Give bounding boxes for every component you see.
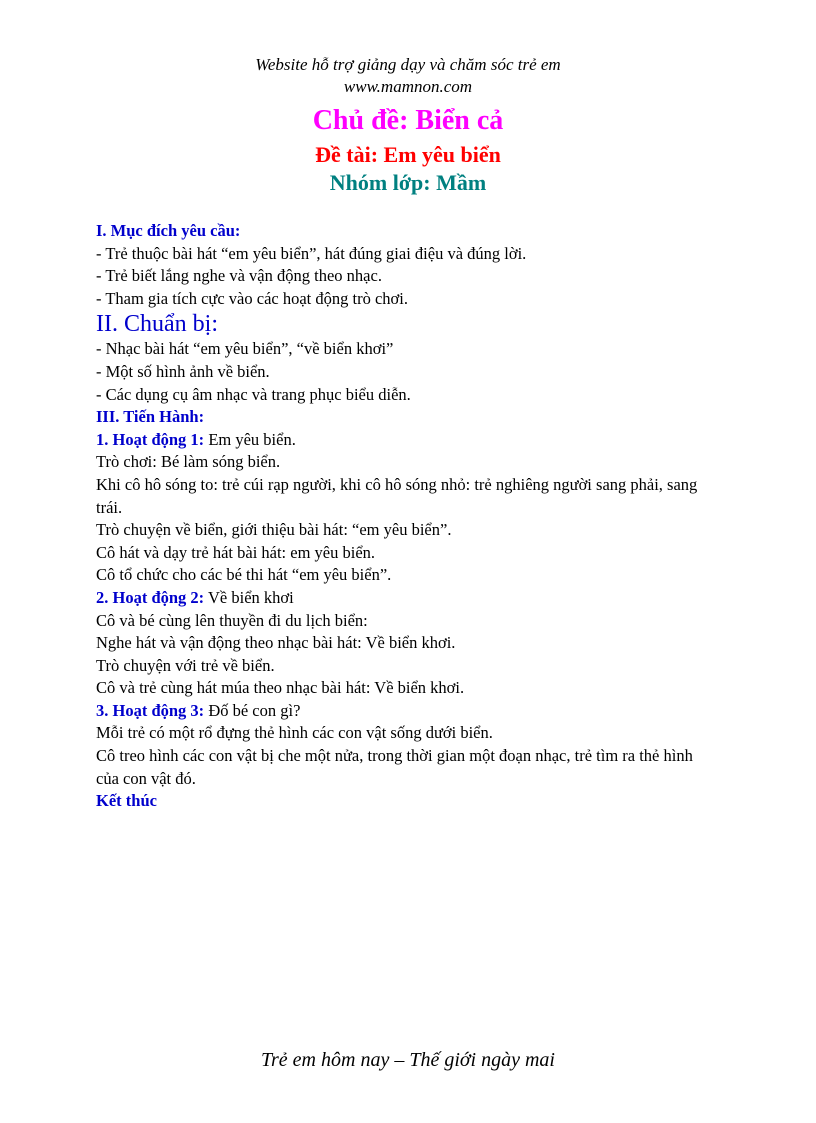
section1-heading: I. Mục đích yêu cầu:: [96, 221, 241, 240]
activity2-label: 2. Hoạt động 2:: [96, 587, 205, 607]
section2-item: - Các dụng cụ âm nhạc và trang phục biểu diễn.: [96, 384, 411, 404]
activity2-line: Trò chuyện với trẻ về biển.: [96, 655, 275, 675]
section1-item: - Tham gia tích cực vào các hoạt động trò chơi.: [96, 288, 408, 308]
topic-title: Đề tài: Em yêu biển: [315, 142, 501, 167]
document-body: [96, 220, 716, 813]
activity2-title: [96, 587, 716, 610]
activity2-name: Về biển khơi: [204, 587, 294, 607]
activity1-line: Cô tổ chức cho các bé thi hát “em yêu biển”.: [96, 565, 392, 585]
activity3-title: [96, 700, 716, 723]
activity1-line: Trò chơi: Bé làm sóng biển.: [96, 452, 281, 472]
section1-item: - Trẻ biết lắng nghe và vận động theo nhạc.: [96, 266, 382, 286]
section2-heading: II. Chuẩn bị:: [96, 311, 218, 338]
activity2-line: Cô và trẻ cùng hát múa theo nhạc bài hát: Về biển khơi.: [96, 678, 465, 698]
header-url-line: www.mamnon.com: [343, 77, 473, 96]
activity3-name: Đố bé con gì?: [204, 700, 301, 720]
ending-heading: Kết thúc: [96, 791, 157, 811]
header-website-line: Website hỗ trợ giảng dạy và chăm sóc trẻ em: [255, 55, 561, 74]
activity3-line: Cô treo hình các con vật bị che một nửa, trong thời gian một đoạn nhạc, trẻ tìm ra thẻ hình của con vật đó.: [96, 746, 693, 788]
page-footer: Trẻ em hôm nay – Thế giới ngày mai: [261, 1049, 555, 1071]
activity1-line: Khi cô hô sóng to: trẻ cúi rạp người, khi cô hô sóng nhỏ: trẻ nghiêng người sang phải, sang trái.: [96, 474, 698, 517]
activity3-label: 3. Hoạt động 3:: [96, 700, 205, 720]
group-title: Nhóm lớp: Mầm: [329, 170, 487, 195]
activity1-line: Cô hát và dạy trẻ hát bài hát: em yêu biển.: [96, 542, 376, 562]
activity1-label: 1. Hoạt động 1:: [96, 429, 205, 449]
activity2-line: Cô và bé cùng lên thuyền đi du lịch biển:: [96, 610, 368, 630]
activity1-line: Trò chuyện về biển, giới thiệu bài hát: “em yêu biển”.: [96, 520, 452, 540]
section2-item: - Nhạc bài hát “em yêu biển”, “về biển khơi”: [96, 339, 394, 359]
section2-item: - Một số hình ảnh về biển.: [96, 361, 270, 381]
activity1-name: Em yêu biển.: [204, 429, 296, 449]
section3-heading: III. Tiến Hành:: [96, 407, 205, 427]
activity2-line: Nghe hát và vận động theo nhạc bài hát: Về biển khơi.: [96, 633, 456, 653]
activity1-title: [96, 429, 716, 452]
main-title: Chủ đề: Biển cả: [312, 105, 504, 136]
section1-item: - Trẻ thuộc bài hát “em yêu biển”, hát đúng giai điệu và đúng lời.: [96, 243, 527, 263]
activity3-line: Mỗi trẻ có một rổ đựng thẻ hình các con vật sống dưới biển.: [96, 723, 493, 743]
